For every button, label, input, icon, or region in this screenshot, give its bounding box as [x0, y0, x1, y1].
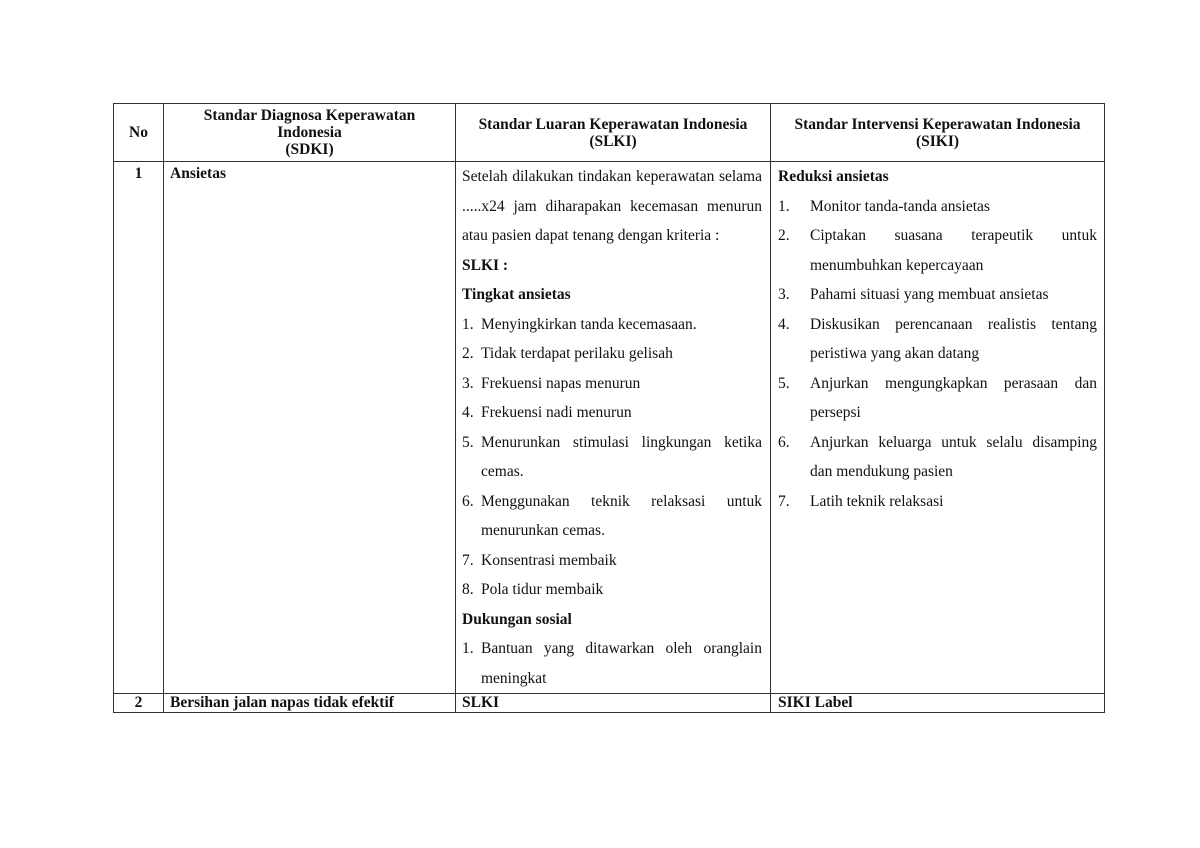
diagnosis-cell: Bersihan jalan napas tidak efektif: [164, 694, 456, 713]
slki-label: SLKI :: [462, 256, 509, 274]
list-item: [462, 339, 762, 369]
list-item: [778, 221, 1097, 280]
list-text: Konsentrasi membaik: [481, 551, 617, 569]
list-number: 3.: [462, 374, 474, 392]
list-item: [462, 398, 762, 428]
list-number: 4.: [778, 315, 790, 333]
siki-cell: [771, 162, 1105, 694]
diagnosis-cell: Ansietas: [164, 162, 456, 694]
table-header-row: [114, 104, 1105, 162]
list-number: 1.: [462, 640, 474, 657]
list-text: Latih teknik relaksasi: [810, 492, 944, 510]
slki-criteria-list: [462, 310, 762, 605]
list-item: [778, 487, 1097, 517]
list-number: 5.: [778, 374, 790, 392]
list-text: Ciptakan suasana terapeutik untuk menumbuhkan kepercayaan: [810, 227, 1097, 274]
list-text: Anjurkan mengungkapkan perasaan dan persepsi: [810, 374, 1097, 421]
list-number: 1.: [462, 315, 474, 333]
list-text: Monitor tanda-tanda ansietas: [810, 197, 990, 215]
slki-group-title: Tingkat ansietas: [462, 286, 571, 303]
list-item: [462, 369, 762, 399]
list-text: Frekuensi nadi menurun: [481, 404, 632, 421]
list-item: [462, 428, 762, 487]
header-sdki-line2: Indonesia: [277, 124, 342, 141]
list-number: 2.: [778, 227, 790, 244]
slki-support-list: [462, 634, 762, 693]
list-item: [778, 192, 1097, 222]
list-item: [462, 310, 762, 340]
list-text: Tidak terdapat perilaku gelisah: [481, 345, 673, 362]
header-siki-line1: Standar Intervensi Keperawatan Indonesia: [794, 115, 1081, 133]
list-number: 3.: [778, 286, 790, 303]
list-item: [462, 634, 762, 693]
list-text: Frekuensi napas menurun: [481, 374, 641, 392]
list-item: [778, 369, 1097, 428]
list-number: 6.: [462, 492, 474, 510]
list-text: Diskusikan perencanaan realistis tentang peristiwa yang akan datang: [810, 315, 1097, 362]
header-siki: [771, 104, 1105, 162]
header-no: [114, 104, 164, 162]
list-number: 2.: [462, 345, 474, 362]
list-number: 7.: [778, 492, 790, 510]
nursing-care-table: [113, 103, 1105, 713]
list-number: 4.: [462, 404, 474, 421]
header-slki: [456, 104, 771, 162]
row-number: 1: [114, 162, 164, 694]
slki-cell: [456, 162, 771, 694]
header-slki-line2: (SLKI): [589, 132, 637, 150]
list-number: 6.: [778, 433, 790, 451]
slki-intro: Setelah dilakukan tindakan keperawatan selama .....x24 jam diharapakan kecemasan menurun atau pasien dapat tenang dengan kriteria :: [462, 168, 762, 244]
siki-title: Reduksi ansietas: [778, 168, 889, 185]
header-sdki-line1: Standar Diagnosa Keperawatan: [203, 107, 416, 124]
table-row: [114, 694, 1105, 713]
list-number: 7.: [462, 551, 474, 569]
list-text: Menyingkirkan tanda kecemasaan.: [481, 315, 697, 333]
list-number: 8.: [462, 581, 474, 598]
siki-cell: SIKI Label: [771, 694, 1105, 713]
list-text: Pola tidur membaik: [481, 581, 604, 598]
slki-group-title: Dukungan sosial: [462, 610, 572, 628]
list-item: [462, 575, 762, 605]
row-number: 2: [114, 694, 164, 713]
list-number: 5.: [462, 433, 474, 451]
list-text: Pahami situasi yang membuat ansietas: [810, 286, 1049, 303]
header-no-label: No: [129, 124, 148, 141]
header-sdki: [164, 104, 456, 162]
list-item: [778, 428, 1097, 487]
list-item: [778, 280, 1097, 310]
list-item: [462, 546, 762, 576]
siki-intervention-list: [778, 192, 1097, 517]
list-text: Bantuan yang ditawarkan oleh oranglain meningkat: [481, 640, 762, 687]
list-number: 1.: [778, 197, 790, 215]
header-siki-line2: (SIKI): [915, 132, 960, 150]
header-slki-line1: Standar Luaran Keperawatan Indonesia: [478, 115, 748, 133]
list-text: Menurunkan stimulasi lingkungan ketika cemas.: [481, 433, 762, 480]
table-row: [114, 162, 1105, 694]
list-text: Anjurkan keluarga untuk selalu disamping dan mendukung pasien: [810, 433, 1097, 480]
list-item: [778, 310, 1097, 369]
slki-cell: SLKI: [456, 694, 771, 713]
list-item: [462, 487, 762, 546]
header-sdki-line3: (SDKI): [285, 141, 334, 158]
list-text: Menggunakan teknik relaksasi untuk menurunkan cemas.: [481, 492, 762, 539]
